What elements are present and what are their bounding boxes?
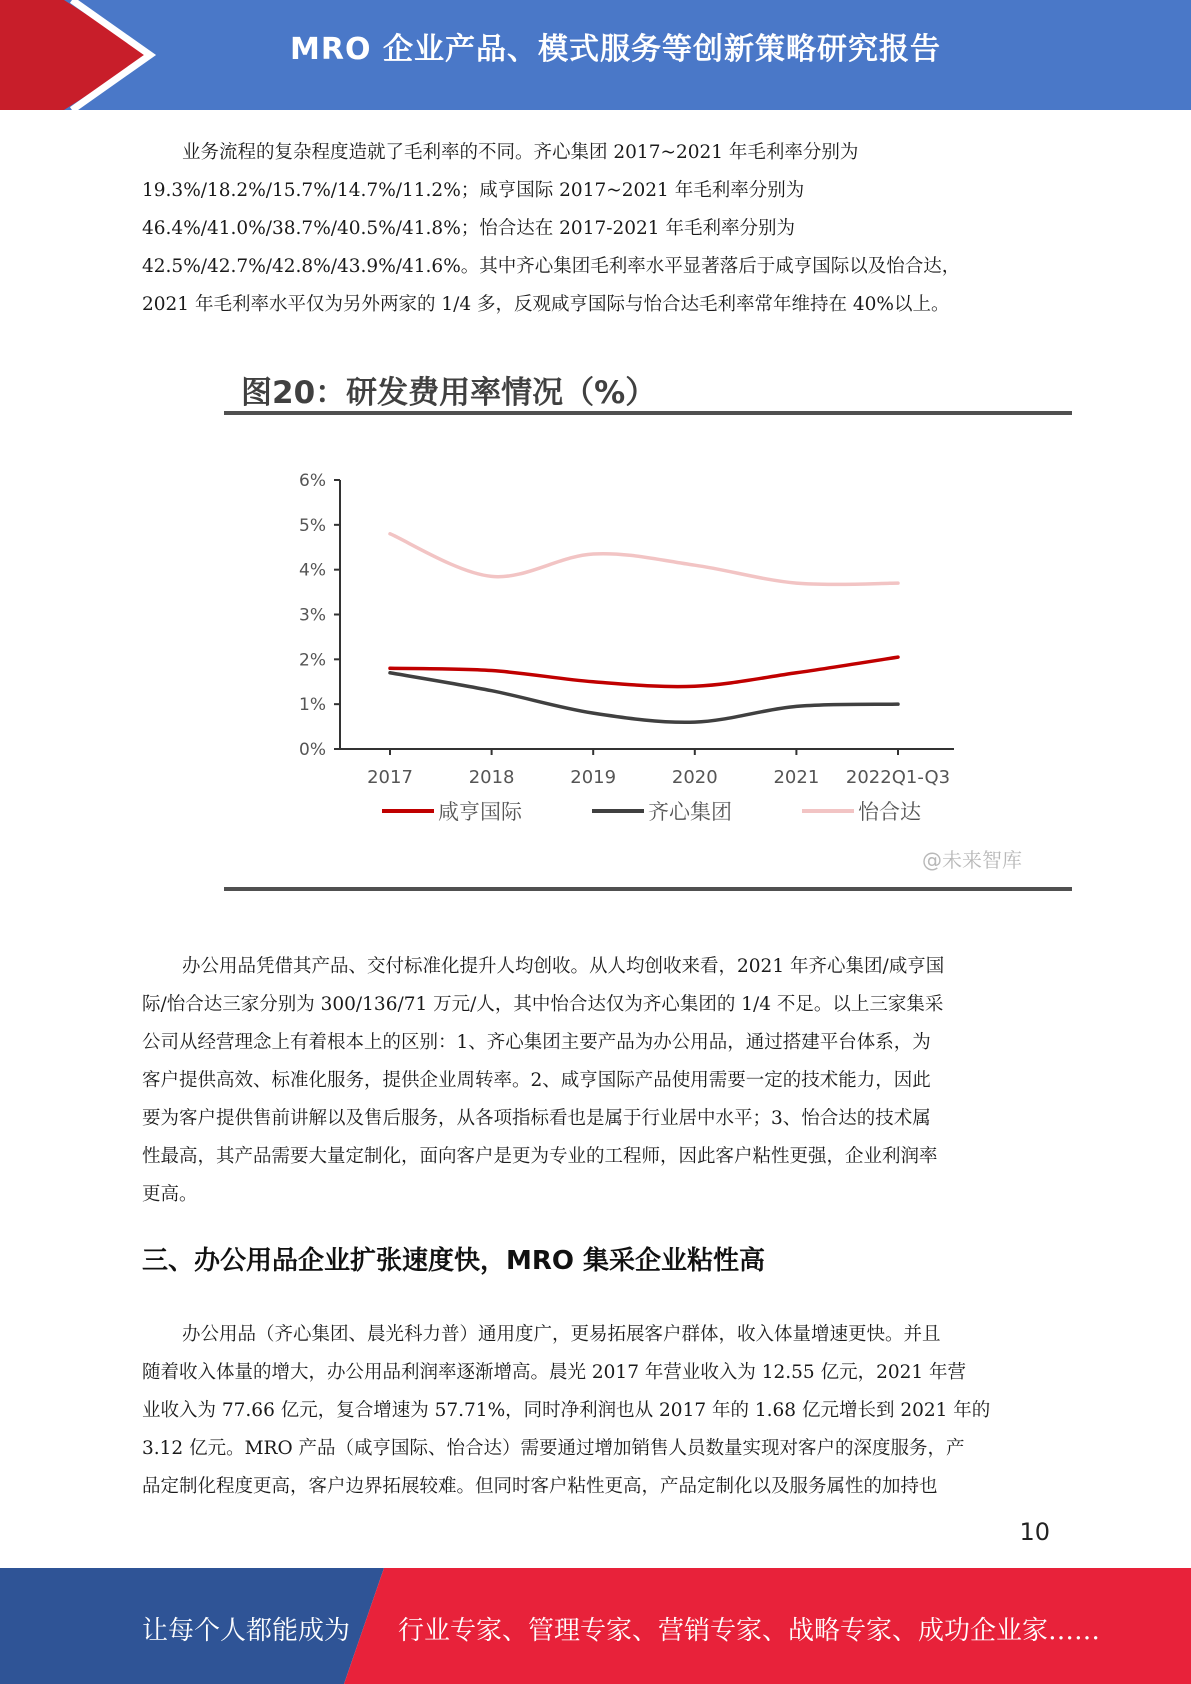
- source-watermark: @未来智库: [922, 848, 1022, 872]
- y-tick-label: 6%: [299, 471, 326, 491]
- y-tick-label: 0%: [299, 740, 326, 760]
- line-chart: [222, 355, 1074, 895]
- x-tick-label: 2020: [671, 767, 718, 788]
- chart-title: 图20：研发费用率情况（%）: [241, 375, 657, 411]
- legend-label: 怡合达: [858, 800, 921, 824]
- text-line: 42.5%/42.7%/42.8%/43.9%/41.6%。其中齐心集团毛利率水平显著落后于咸亨国际以及怡合达，: [142, 256, 961, 277]
- page-header: [0, 0, 1191, 110]
- text-line: 客户提供高效、标准化服务，提供企业周转率。2、咸亨国际产品使用需要一定的技术能力，因此: [142, 1070, 931, 1091]
- text-line: 2021 年毛利率水平仅为另外两家的 1/4 多，反观咸亨国际与怡合达毛利率常年维持在 40%以上。: [142, 294, 950, 315]
- series-line: [390, 657, 898, 687]
- y-tick-label: 5%: [299, 515, 326, 536]
- legend-label: 齐心集团: [648, 800, 732, 824]
- footer-slogan-left: 让每个人都能成为: [142, 1616, 351, 1646]
- text-line: 业收入为 77.66 亿元，复合增速为 57.71%，同时净利润也从 2017 年的 1.68 亿元增长到 2021 年的: [142, 1400, 991, 1421]
- paragraph-gross-margin: [142, 134, 1047, 324]
- paragraph-revenue-per-capita: [142, 948, 1047, 1214]
- x-tick-label: 2022Q1-Q3: [845, 767, 951, 788]
- legend-label: 咸亨国际: [438, 800, 522, 824]
- y-tick-label: 3%: [299, 605, 326, 626]
- y-tick-label: 4%: [299, 560, 326, 581]
- text-line: 际/怡合达三家分别为 300/136/71 万元/人，其中怡合达仅为齐心集团的 1/4 不足。以上三家集采: [142, 994, 944, 1015]
- text-line: 要为客户提供售前讲解以及售后服务，从各项指标看也是属于行业居中水平；3、怡合达的技术属: [142, 1108, 931, 1129]
- plot-area: [299, 471, 954, 788]
- text-line: 46.4%/41.0%/38.7%/40.5%/41.8%；怡合达在 2017-2021 年毛利率分别为: [142, 218, 795, 239]
- text-line: 随着收入体量的增大，办公用品利润率逐渐增高。晨光 2017 年营业收入为 12.55 亿元，2021 年营: [142, 1362, 967, 1383]
- y-tick-label: 2%: [299, 650, 326, 671]
- x-tick-label: 2018: [468, 767, 515, 788]
- series-line: [390, 673, 898, 722]
- text-line: 19.3%/18.2%/15.7%/14.7%/11.2%；咸亨国际 2017~2021 年毛利率分别为: [142, 180, 805, 201]
- text-line: 3.12 亿元。MRO 产品（咸亨国际、怡合达）需要通过增加销售人员数量实现对客户的深度服务，产: [142, 1438, 965, 1459]
- report-title: MRO 企业产品、模式服务等创新策略研究报告: [290, 32, 941, 67]
- figure-rd-expense-ratio: [222, 355, 1074, 895]
- text-line: 性最高，其产品需要大量定制化，面向客户是更为专业的工程师，因此客户粘性更强，企业利润率: [142, 1146, 938, 1167]
- text-line: 业务流程的复杂程度造就了毛利率的不同。齐心集团 2017~2021 年毛利率分别为: [182, 142, 859, 163]
- y-tick-label: 1%: [299, 695, 326, 716]
- text-line: 办公用品凭借其产品、交付标准化提升人均创收。从人均创收来看，2021 年齐心集团/咸亨国: [182, 956, 945, 977]
- chart-bottom-rule: [224, 887, 1072, 891]
- text-line: 公司从经营理念上有着根本上的区别：1、齐心集团主要产品为办公用品，通过搭建平台体系，为: [142, 1032, 931, 1053]
- x-tick-label: 2019: [570, 767, 617, 788]
- page-number: 10: [1019, 1518, 1050, 1546]
- x-tick-label: 2021: [773, 767, 820, 788]
- series-line: [390, 534, 898, 585]
- chart-legend: [382, 800, 921, 824]
- section-heading: 三、办公用品企业扩张速度快，MRO 集采企业粘性高: [142, 1246, 766, 1276]
- text-line: 品定制化程度更高，客户边界拓展较难。但同时客户粘性更高，产品定制化以及服务属性的加持也: [142, 1476, 938, 1497]
- footer-slogan-right: 行业专家、管理专家、营销专家、战略专家、成功企业家……: [398, 1616, 1101, 1646]
- text-line: 更高。: [142, 1184, 198, 1205]
- chart-top-rule: [224, 411, 1072, 415]
- paragraph-office-supplies: [142, 1316, 1047, 1506]
- x-tick-label: 2017: [367, 767, 413, 788]
- text-line: 办公用品（齐心集团、晨光科力普）通用度广，更易拓展客户群体，收入体量增速更快。并且: [182, 1324, 941, 1345]
